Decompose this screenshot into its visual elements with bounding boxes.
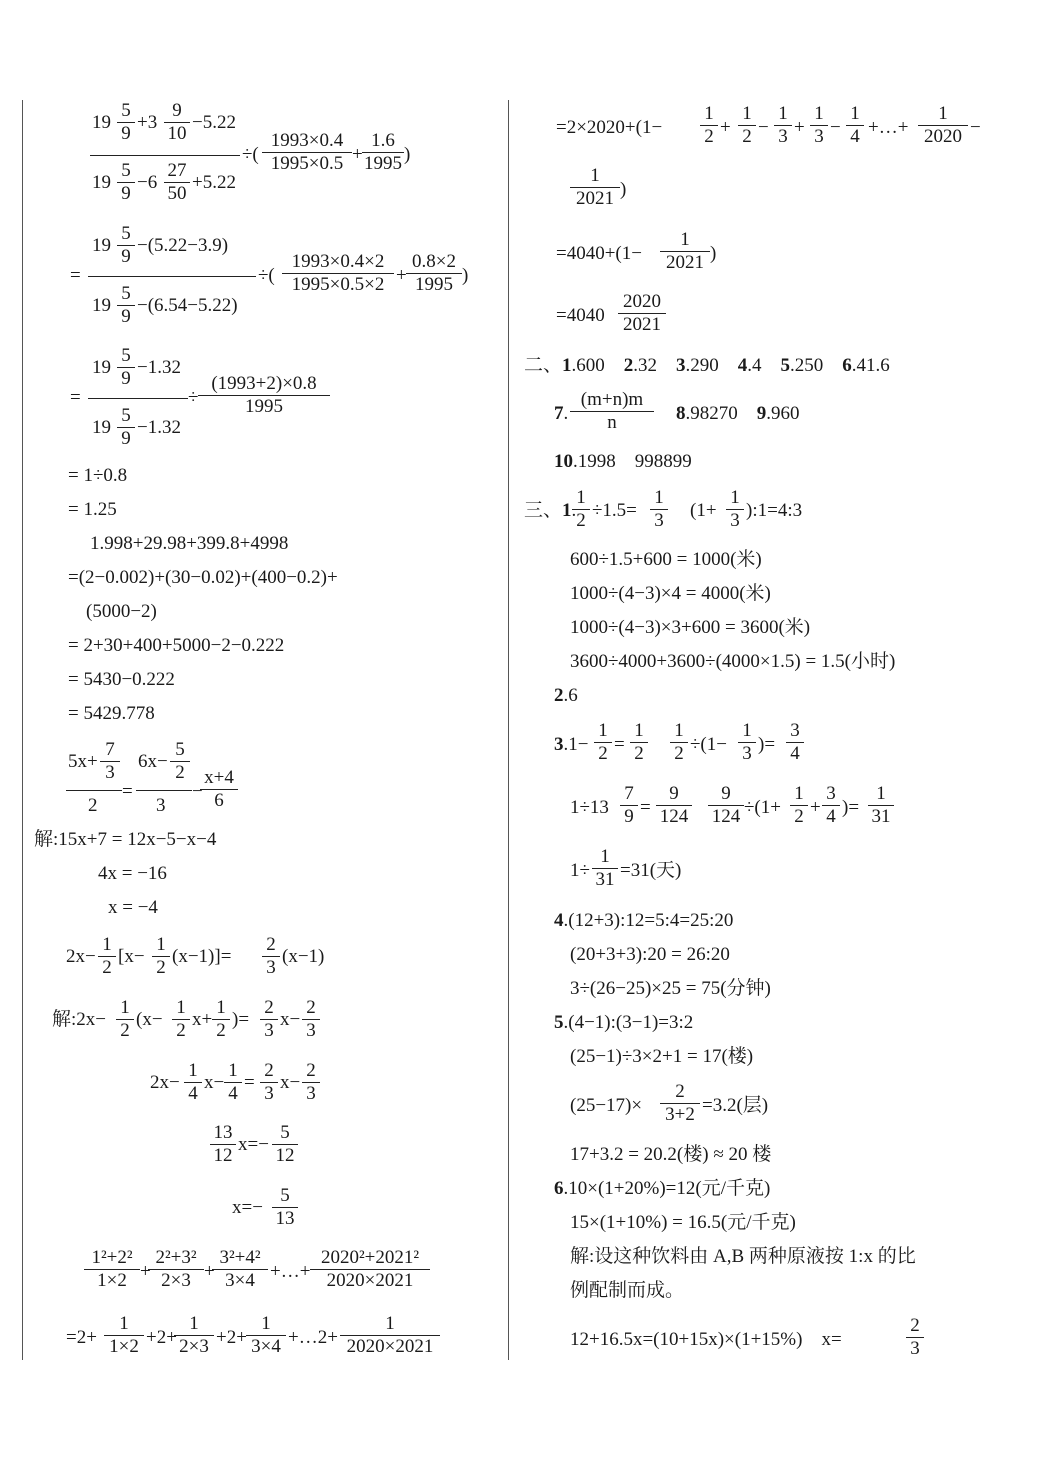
- section-3-q4-line-c: 3÷(26−25)×25 = 75(分钟): [570, 978, 771, 999]
- problem-2-step-2: = 2+30+400+5000−2−0.222: [68, 635, 285, 656]
- left-margin-line: [22, 100, 23, 1360]
- problem-2-expression: 1.998+29.98+399.8+4998: [90, 533, 289, 554]
- problem-2-step-1: =(2−0.002)+(30−0.02)+(400−0.2)+: [68, 567, 338, 588]
- section-3-q1-line-c: 1000÷(4−3)×3+600 = 3600(米): [570, 617, 811, 638]
- section-3-q5-line-a: 5.(4−1):(3−1)=3:2: [554, 1012, 694, 1033]
- equation-1-result: x = −4: [108, 897, 158, 918]
- section-3-q2: 2.6: [554, 685, 578, 706]
- section-3-q6-line-c: 解:设这种饮料由 A,B 两种原液按 1:x 的比: [570, 1246, 916, 1267]
- section-3-q5-line-d: 17+3.2 = 20.2(楼) ≈ 20 楼: [570, 1144, 772, 1165]
- equation-1-step-2: 4x = −16: [98, 863, 167, 884]
- problem-2-result: = 5429.778: [68, 703, 155, 724]
- line-1-div-0.8: = 1÷0.8: [68, 465, 128, 486]
- problem-2-step-3: = 5430−0.222: [68, 669, 175, 690]
- section-3-q1-line-b: 1000÷(4−3)×4 = 4000(米): [570, 583, 771, 604]
- column-divider: [508, 100, 509, 1360]
- section-3-q1-line-a: 600÷1.5+600 = 1000(米): [570, 549, 762, 570]
- section-3-q5-line-b: (25−1)÷3×2+1 = 17(楼): [570, 1046, 754, 1067]
- section-3-q6-line-b: 15×(1+10%) = 16.5(元/千克): [570, 1212, 796, 1233]
- section-2-answers-row-3: 10.1998 998899: [554, 451, 692, 472]
- section-3-q4-line-a: 4.(12+3):12=5:4=25:20: [554, 910, 734, 931]
- equation-1-step-1: 解:15x+7 = 12x−5−x−4: [34, 829, 217, 850]
- section-3-q4-line-b: (20+3+3):20 = 26:20: [570, 944, 730, 965]
- section-2-answers-row-1: 二、1.600 2.32 3.290 4.4 5.250 6.41.6: [524, 355, 890, 376]
- problem-2-step-1-cont: (5000−2): [86, 601, 157, 622]
- section-3-q1-line-d: 3600÷4000+3600÷(4000×1.5) = 1.5(小时): [570, 651, 896, 672]
- section-3-q6-line-a: 6.10×(1+20%)=12(元/千克): [554, 1178, 771, 1199]
- section-3-q6-line-d: 例配制而成。: [570, 1280, 685, 1301]
- line-1.25: = 1.25: [68, 499, 117, 520]
